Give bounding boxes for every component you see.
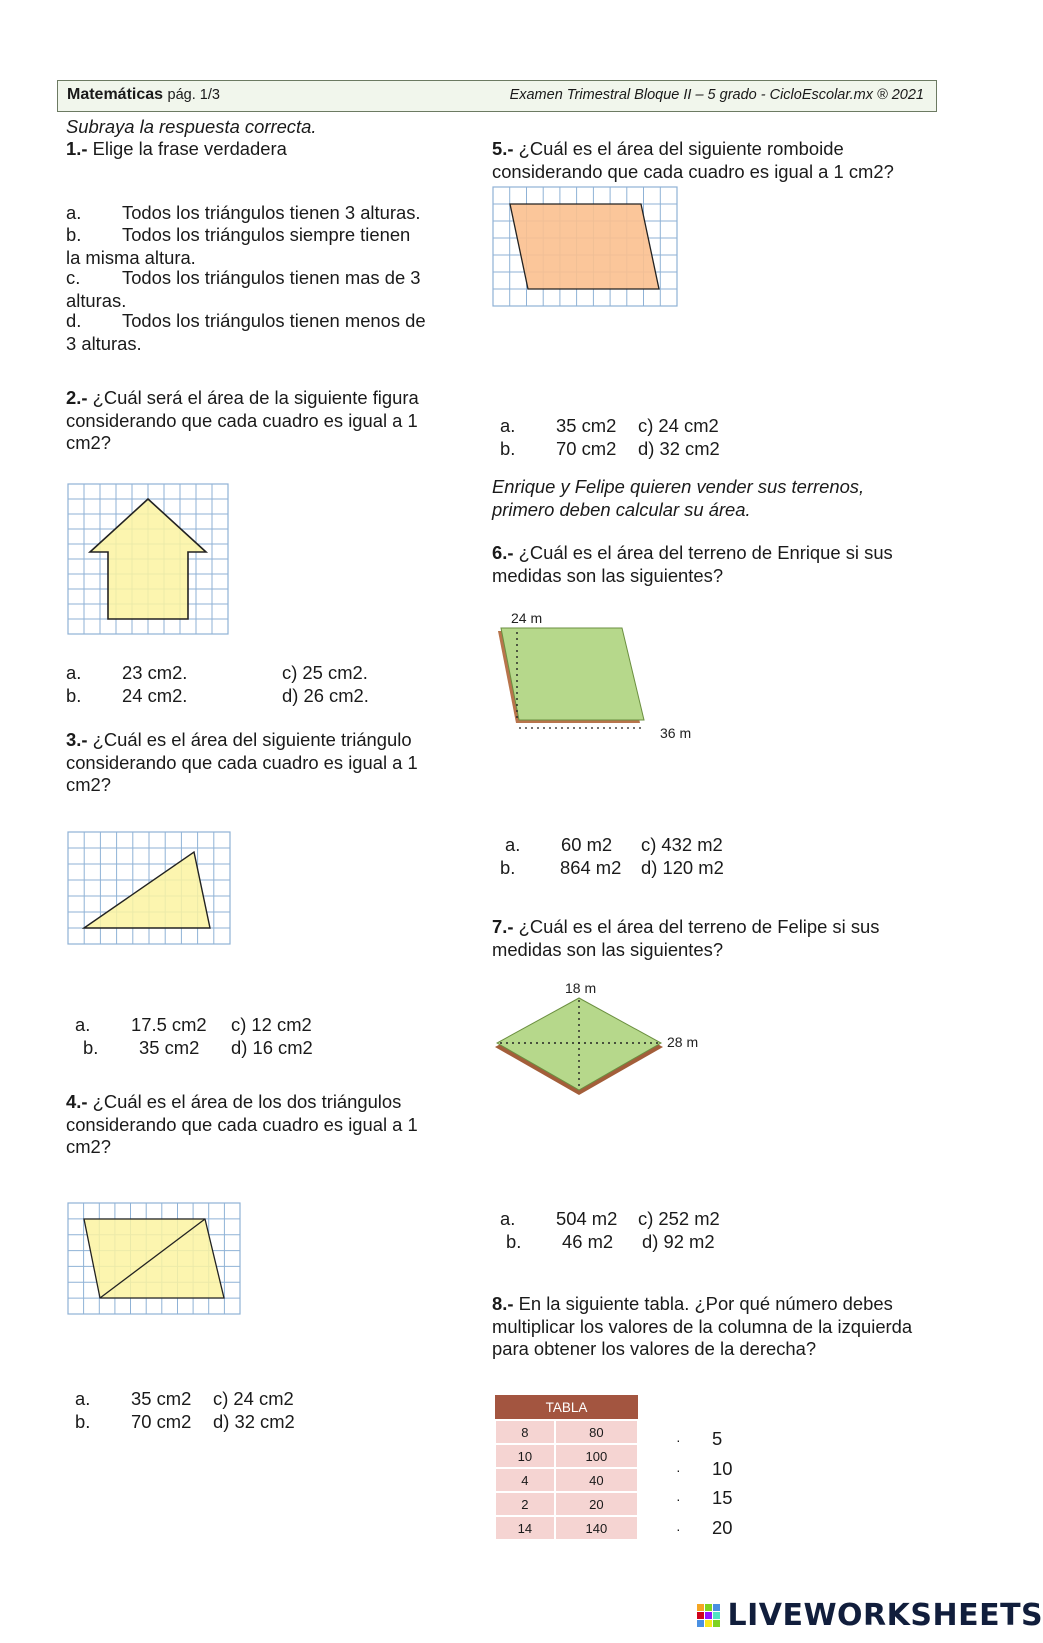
q6-option-d: d) 120 m2 bbox=[641, 857, 724, 878]
q7-options-row-2[interactable] bbox=[500, 1231, 715, 1254]
q3-option-d: d) 16 cm2 bbox=[231, 1037, 313, 1058]
q5-options-row-1[interactable] bbox=[500, 415, 719, 438]
table-row bbox=[495, 1492, 638, 1516]
q5-option-b-letter: b. bbox=[500, 438, 516, 459]
q3-option-b-letter: b. bbox=[83, 1037, 99, 1058]
q6-height-label: 24 m bbox=[511, 610, 543, 626]
q1-option-d[interactable] bbox=[66, 310, 446, 355]
q4-text: ¿Cuál es el área de los dos triángulos considerando que cada cuadro es igual a 1 cm2? bbox=[66, 1091, 418, 1157]
q7-option-a-value: 504 m2 bbox=[556, 1208, 618, 1229]
q8-number: 8.- bbox=[492, 1293, 514, 1314]
q5-number: 5.- bbox=[492, 138, 514, 159]
bullet-icon: · bbox=[676, 1491, 681, 1507]
instruction: Subraya la respuesta correcta. bbox=[66, 116, 317, 137]
q6-option-b-value: 864 m2 bbox=[560, 857, 622, 878]
q2-option-b-value: 24 cm2. bbox=[122, 685, 188, 706]
q8-choice-value: 15 bbox=[712, 1487, 733, 1508]
q3-text: ¿Cuál es el área del siguiente triángulo considerando que cada cuadro es igual a 1 cm2? bbox=[66, 729, 418, 795]
q6-text: ¿Cuál es el área del terreno de Enrique si sus medidas son las siguientes? bbox=[492, 542, 893, 586]
q1-option-b-text: Todos los triángulos siempre tienen bbox=[122, 224, 411, 245]
q5-options-row-2[interactable] bbox=[500, 438, 720, 461]
q5-romboid-shape bbox=[510, 204, 659, 289]
q6-land-figure bbox=[495, 610, 705, 740]
q5-romboid-figure bbox=[493, 187, 677, 306]
q4-parallelogram bbox=[84, 1219, 224, 1298]
q1-option-a-text: Todos los triángulos tienen 3 alturas. bbox=[122, 202, 421, 223]
q8-choice[interactable] bbox=[676, 1455, 732, 1485]
q6-option-c: c) 432 m2 bbox=[641, 834, 723, 855]
q5-option-c: c) 24 cm2 bbox=[638, 415, 719, 436]
q2-text: ¿Cuál será el área de la siguiente figura considerando que cada cuadro es igual a 1 cm2? bbox=[66, 387, 419, 453]
q5-option-a-value: 35 cm2 bbox=[556, 415, 617, 436]
q6-option-b-letter: b. bbox=[500, 857, 516, 878]
q8-cell-right: 40 bbox=[555, 1468, 638, 1492]
q4-option-a-letter: a. bbox=[75, 1388, 91, 1409]
subject-title: Matemáticas bbox=[67, 86, 164, 103]
q1-option-c-letter: c. bbox=[66, 267, 81, 288]
q1-option-d-text-2: 3 alturas. bbox=[66, 332, 142, 354]
q3-options-row-2[interactable] bbox=[75, 1037, 313, 1060]
header-bar bbox=[57, 80, 937, 112]
q3-option-c: c) 12 cm2 bbox=[231, 1014, 312, 1035]
intro-q6-q7: Enrique y Felipe quieren vender sus terrenos, primero deben calcular su área. bbox=[492, 476, 865, 520]
q2-options-row-2[interactable] bbox=[66, 685, 369, 708]
q8-table-title: TABLA bbox=[495, 1395, 638, 1420]
exam-title: Examen Trimestral Bloque II – 5 grado - CicloEscolar.mx ® 2021 bbox=[509, 87, 924, 103]
liveworksheets-text: LIVEWORKSHEETS bbox=[727, 1598, 1043, 1633]
q8-choice[interactable] bbox=[676, 1514, 732, 1544]
q4-option-c: c) 24 cm2 bbox=[213, 1388, 294, 1409]
q2-number: 2.- bbox=[66, 387, 88, 408]
q6-option-a-letter: a. bbox=[505, 834, 521, 855]
bullet-icon: · bbox=[676, 1520, 681, 1537]
q1-option-d-text: Todos los triángulos tienen menos de bbox=[122, 310, 426, 331]
q8-text: En la siguiente tabla. ¿Por qué número debes multiplicar los valores de la columna de la izquierda para obtener los valores de la derecha? bbox=[492, 1293, 913, 1359]
q7-rhombus-figure bbox=[495, 980, 725, 1095]
q8-cell-left: 8 bbox=[495, 1420, 555, 1444]
q1-option-d-letter: d. bbox=[66, 310, 82, 331]
q1-option-c-text-2: alturas. bbox=[66, 289, 127, 311]
q7-option-d: d) 92 m2 bbox=[642, 1231, 715, 1252]
q6-options-row-2[interactable] bbox=[500, 857, 724, 880]
q8-choice-value: 20 bbox=[712, 1516, 733, 1538]
q8-cell-left: 4 bbox=[495, 1468, 555, 1492]
table-row bbox=[495, 1420, 638, 1444]
bullet-icon: · bbox=[676, 1461, 681, 1478]
q1-number: 1.- bbox=[66, 138, 88, 159]
q1-option-c-text: Todos los triángulos tienen mas de 3 bbox=[122, 267, 421, 288]
q3-options-row-1[interactable] bbox=[75, 1014, 312, 1037]
q1-option-b-letter: b. bbox=[66, 224, 82, 245]
q4-option-a-value: 35 cm2 bbox=[131, 1388, 192, 1409]
q4-option-b-letter: b. bbox=[75, 1411, 91, 1432]
q2-options-row-1[interactable] bbox=[66, 662, 368, 685]
q2-option-b-letter: b. bbox=[66, 685, 82, 706]
q4-triangles-figure bbox=[68, 1203, 240, 1314]
q7-option-a-letter: a. bbox=[500, 1208, 516, 1229]
q4-option-d: d) 32 cm2 bbox=[213, 1411, 295, 1432]
q8-cell-right: 20 bbox=[555, 1492, 638, 1516]
q7-text: ¿Cuál es el área del terreno de Felipe si sus medidas son las siguientes? bbox=[492, 916, 880, 960]
q1-option-c[interactable] bbox=[66, 267, 446, 312]
q4-options-row-2[interactable] bbox=[75, 1411, 295, 1434]
q2-option-a-value: 23 cm2. bbox=[122, 662, 188, 683]
q8-cell-left: 14 bbox=[495, 1516, 555, 1540]
q7-number: 7.- bbox=[492, 916, 514, 937]
q7-options-row-1[interactable] bbox=[500, 1208, 720, 1231]
q4-prompt bbox=[66, 1091, 446, 1159]
table-row bbox=[495, 1444, 638, 1468]
q8-cell-left: 10 bbox=[495, 1444, 555, 1468]
q2-option-a-letter: a. bbox=[66, 662, 82, 683]
q2-prompt bbox=[66, 387, 446, 455]
q3-option-b-value: 35 cm2 bbox=[139, 1037, 200, 1058]
q1-option-a[interactable] bbox=[66, 202, 446, 225]
q8-prompt bbox=[492, 1293, 932, 1361]
q3-option-a-value: 17.5 cm2 bbox=[131, 1014, 207, 1035]
bullet-icon: · bbox=[676, 1432, 681, 1448]
q3-number: 3.- bbox=[66, 729, 88, 750]
q7-d2-label: 28 m bbox=[667, 1034, 699, 1050]
q1-text: Elige la frase verdadera bbox=[92, 138, 287, 159]
q7-option-c: c) 252 m2 bbox=[638, 1208, 720, 1229]
q3-prompt bbox=[66, 729, 446, 797]
q8-table bbox=[494, 1395, 639, 1541]
q8-cell-right: 80 bbox=[555, 1420, 638, 1444]
q1-option-a-letter: a. bbox=[66, 202, 82, 223]
q5-option-a-letter: a. bbox=[500, 415, 516, 436]
q6-base-label: 36 m bbox=[660, 725, 692, 741]
q6-land-shape bbox=[501, 628, 644, 720]
q2-option-d: d) 26 cm2. bbox=[282, 685, 369, 706]
q8-choice[interactable] bbox=[676, 1425, 732, 1455]
q5-option-d: d) 32 cm2 bbox=[638, 438, 720, 459]
table-row bbox=[495, 1468, 638, 1492]
q5-option-b-value: 70 cm2 bbox=[556, 438, 617, 459]
q7-option-b-letter: b. bbox=[506, 1231, 522, 1252]
q5-text: ¿Cuál es el área del siguiente romboide considerando que cada cuadro es igual a 1 cm2? bbox=[492, 138, 894, 182]
header-left bbox=[67, 86, 220, 104]
q8-choice[interactable] bbox=[676, 1484, 732, 1514]
q6-options-row-1[interactable] bbox=[505, 834, 723, 857]
q7-prompt bbox=[492, 916, 932, 961]
q2-option-c: c) 25 cm2. bbox=[282, 662, 368, 683]
q7-d1-label: 18 m bbox=[565, 980, 597, 996]
q6-option-a-value: 60 m2 bbox=[561, 834, 613, 855]
liveworksheets-logo[interactable] bbox=[697, 1598, 1043, 1634]
q7-option-b-value: 46 m2 bbox=[562, 1231, 614, 1252]
q8-cell-right: 100 bbox=[555, 1444, 638, 1468]
q8-choice-value: 5 bbox=[712, 1428, 723, 1449]
table-row bbox=[495, 1516, 638, 1540]
q8-choices bbox=[676, 1425, 732, 1543]
q5-prompt bbox=[492, 138, 932, 183]
q1-option-b[interactable] bbox=[66, 224, 446, 269]
q8-cell-right: 140 bbox=[555, 1516, 638, 1540]
q3-triangle-figure bbox=[68, 832, 230, 944]
q8-cell-left: 2 bbox=[495, 1492, 555, 1516]
page-number: pág. 1/3 bbox=[167, 87, 220, 103]
q4-options-row-1[interactable] bbox=[75, 1388, 294, 1411]
q2-house-figure bbox=[68, 484, 228, 634]
q6-number: 6.- bbox=[492, 542, 514, 563]
liveworksheets-icon bbox=[697, 1604, 721, 1628]
q1-prompt bbox=[66, 138, 287, 161]
q6-prompt bbox=[492, 542, 932, 587]
q8-choice-value: 10 bbox=[712, 1457, 733, 1479]
q1-option-b-text-2: la misma altura. bbox=[66, 246, 196, 268]
q3-option-a-letter: a. bbox=[75, 1014, 91, 1035]
q4-number: 4.- bbox=[66, 1091, 88, 1112]
q4-option-b-value: 70 cm2 bbox=[131, 1411, 192, 1432]
